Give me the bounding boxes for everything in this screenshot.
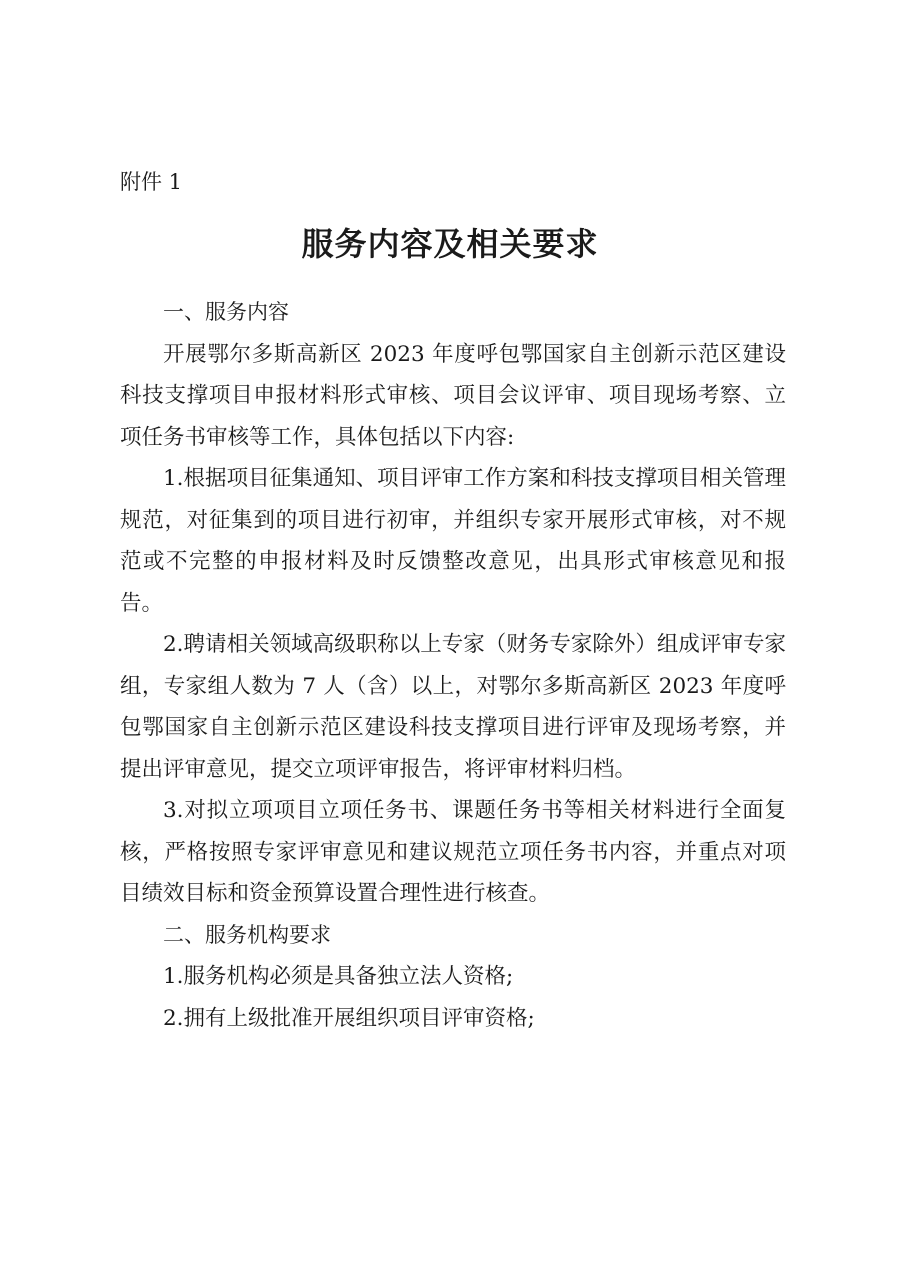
requirement-item-2: 2.拥有上级批准开展组织项目评审资格; — [163, 1005, 535, 1031]
document-title: 服务内容及相关要求 — [301, 225, 599, 263]
paragraph-item-3: 3.对拟立项项目立项任务书、课题任务书等相关材料进行全面复核，严格按照专家评审意见和建议规范立项任务书内容，并重点对项目绩效目标和资金预算设置合理性进行核查。 — [120, 798, 786, 906]
requirement-item-1: 1.服务机构必须是具备独立法人资格; — [163, 964, 514, 989]
paragraph-intro: 开展鄂尔多斯高新区 2023 年度呼包鄂国家自主创新示范区建设科技支撑项目申报材料形式审核、项目会议评审、项目现场考察、立项任务书审核等工作，具体包括以下内容: — [120, 341, 786, 450]
document-body — [120, 292, 786, 1039]
section-heading-service-content: 一、服务内容 — [163, 300, 289, 324]
paragraph-item-2: 2.聘请相关领域高级职称以上专家（财务专家除外）组成评审专家组，专家组人数为 7 人（含）以上，对鄂尔多斯高新区 2023 年度呼包鄂国家自主创新示范区建设科技支撑项目进行评审及现场考察，并提出评审意见，提交立项评审报告，将评审材料归档。 — [120, 632, 786, 782]
section-heading-agency-requirements: 二、服务机构要求 — [163, 922, 331, 947]
paragraph-item-1: 1.根据项目征集通知、项目评审工作方案和科技支撑项目相关管理规范，对征集到的项目进行初审，并组织专家开展形式审核，对不规范或不完整的申报材料及时反馈整改意见，出具形式审核意见和报告。 — [120, 466, 786, 616]
attachment-label: 附件 1 — [120, 170, 183, 194]
